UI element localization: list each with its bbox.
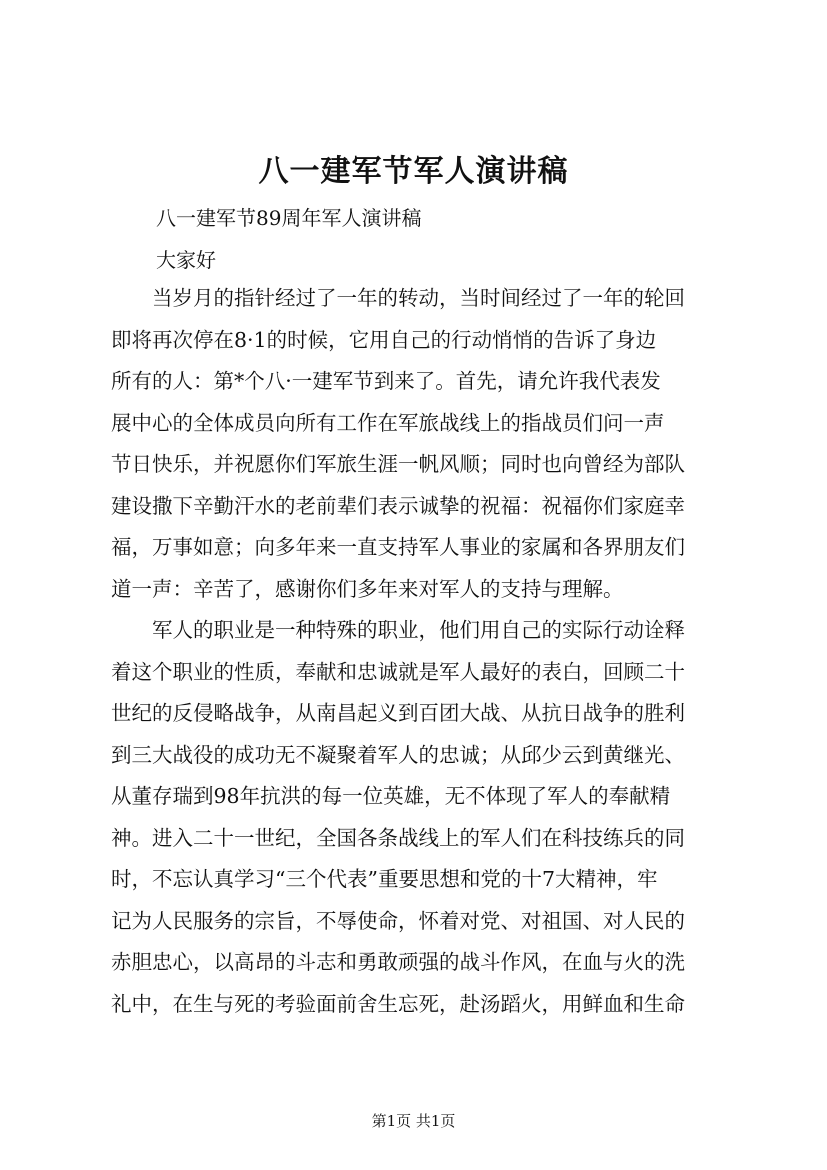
paragraph-line: 神。进入二十一世纪，全国各条战线上的军人们在科技练兵的同 (111, 825, 685, 850)
paragraph-line: 所有的人：第*个八·一建军节到来了。首先，请允许我代表发 (111, 369, 661, 393)
paragraph-line: 世纪的反侵略战争，从南昌起义到百团大战、从抗日战争的胜利 (111, 701, 685, 725)
greeting-text: 大家好 (156, 248, 216, 272)
paragraph-line: 展中心的全体成员向所有工作在军旅战线上的指战员们问一声 (111, 410, 665, 435)
paragraph-line: 福，万事如意；向多年来一直支持军人事业的家属和各界朋友们 (111, 535, 685, 559)
paragraph-line: 即将再次停在8·1的时候，它用自己的行动悄悄的告诉了身边 (111, 327, 657, 352)
document-subtitle: 八一建军节89周年军人演讲稿 (156, 206, 422, 230)
paragraph-line: 到三大战役的成功无不凝聚着军人的忠诚；从邱少云到黄继光、 (111, 742, 685, 767)
paragraph-line: 礼中，在生与死的考验面前舍生忘死，赴汤蹈火，用鲜血和生命 (111, 991, 685, 1016)
paragraph-line: 当岁月的指针经过了一年的转动，当时间经过了一年的轮回 (111, 286, 685, 310)
paragraph-line: 建设撒下辛勤汗水的老前辈们表示诚挚的祝福：祝福你们家庭幸 (111, 493, 685, 518)
paragraph-line: 记为人民服务的宗旨，不辱使命，怀着对党、对祖国、对人民的 (111, 908, 685, 933)
paragraph-line: 时，不忘认真学习“三个代表”重要思想和党的十7大精神，牢 (111, 867, 658, 891)
paragraph-line: 从董存瑞到98年抗洪的每一位英雄，无不体现了军人的奉献精 (111, 784, 671, 808)
paragraph-line: 着这个职业的性质，奉献和忠诚就是军人最好的表白，回顾二十 (111, 659, 685, 684)
paragraph-1 (111, 278, 723, 610)
page-number-footer: 第1页 共1页 (371, 1112, 456, 1130)
page-title: 八一建军节军人演讲稿 (258, 154, 569, 189)
paragraph-line: 赤胆忠心，以高昂的斗志和勇敢顽强的战斗作风，在血与火的洗 (111, 950, 685, 974)
paragraph-line: 节日快乐，并祝愿你们军旅生涯一帆风顺；同时也向曾经为部队 (111, 452, 685, 476)
paragraph-line: 道一声：辛苦了，感谢你们多年来对军人的支持与理解。 (111, 576, 624, 601)
paragraph-2 (111, 610, 723, 1025)
paragraph-line: 军人的职业是一种特殊的职业，他们用自己的实际行动诠释 (111, 618, 685, 642)
